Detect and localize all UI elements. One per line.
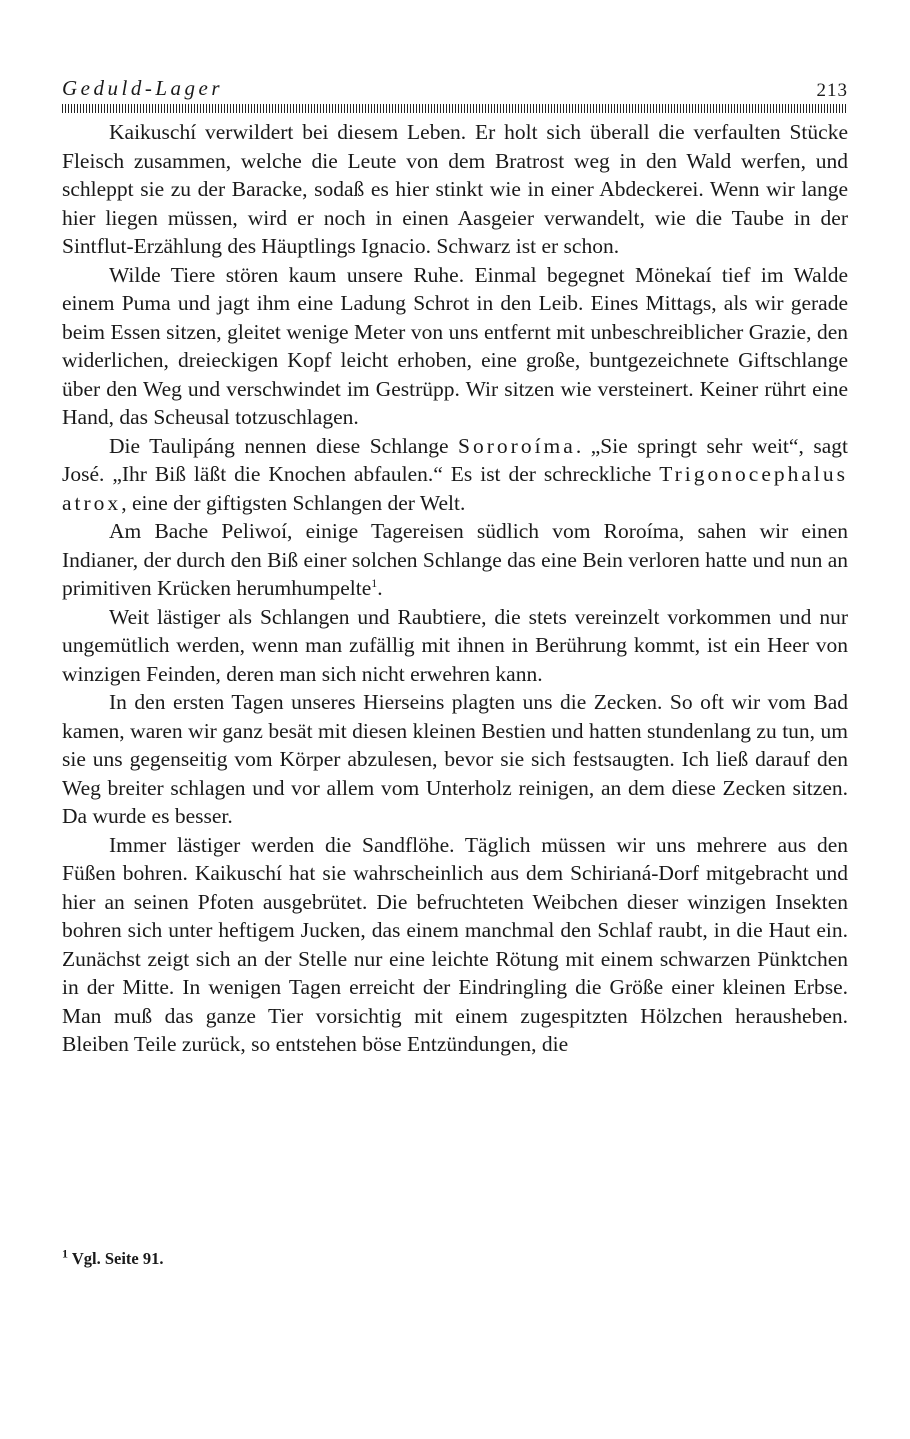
page-number: 213 [816,80,848,101]
paragraph: Kaikuschí verwildert bei diesem Leben. Er holt sich überall die verfaulten Stücke Fleisch zusammen, welche die Leute von dem Bratrost weg in den Wald werfen, und schleppt sie zu der Baracke, sodaß es hier stinkt wie in einer Abdeckerei. Wenn wir lange hier liegen müssen, wird er noch in einen Aasgeier verwandelt, wie die Taube in der Sintflut-Erzählung des Häuptlings Ignacio. Schwarz ist er schon. [62,120,848,258]
body-text [62,118,848,1059]
spaced-term: Trigonocephalus atrox [62,462,848,515]
text-run: Die Taulipáng nennen diese Schlange [109,433,459,458]
text-run: . „Sie springt sehr weit“, sagt José. „Ihr Biß läßt die Knochen abfaulen.“ Es ist der schreckliche [62,433,848,486]
paragraph [62,517,848,603]
paragraph: Weit lästiger als Schlangen und Raubtiere, die stets vereinzelt vorkommen und nur ungemütlich werden, wenn man zufällig mit ihnen in Berührung kommt, ist ein Heer von winzigen Feinden, deren man sich nicht erwehren kann. [62,604,848,686]
running-head: Geduld-Lager [62,76,223,100]
paragraph [62,432,848,518]
page-header [62,76,848,104]
paragraph: In den ersten Tagen unseres Hierseins plagten uns die Zecken. So oft wir vom Bad kamen, waren wir ganz besät mit diesen kleinen Bestien und hatten stundenlang zu tun, um sie uns gegenseitig vom Körper abzulesen, bevor sie sich festsaugten. Ich ließ darauf den Weg breiter schlagen und vor allem vom Unterholz reinigen, an dem diese Zecken sitzen. Da wurde es besser. [62,690,848,828]
footnote-reference: 1 [371,575,378,590]
header-rule [62,104,848,113]
paragraph: Wilde Tiere stören kaum unsere Ruhe. Einmal begegnet Mönekaí tief im Walde einem Puma und jagt ihm eine Ladung Schrot in den Leib. Eines Mittags, als wir gerade beim Essen sitzen, gleitet wenige Meter von uns entfernt mit unbeschreiblicher Grazie, den widerlichen, dreieckigen Kopf leicht erhoben, eine große, buntgezeichnete Giftschlange über den Weg und verschwindet im Gestrüpp. Wir sitzen wie versteinert. Keiner rührt eine Hand, das Scheusal totzuschlagen. [62,262,848,429]
footnote-text: Vgl. Seite 91. [71,1249,164,1268]
text-run: . [377,576,383,600]
paragraph: Immer lästiger werden die Sandflöhe. Täglich müssen wir uns mehrere aus den Füßen bohren. Kaikuschí hat sie wahrscheinlich aus dem Schirianá-Dorf mitgebracht und hier an seinen Pfoten ausgebrütet. Die befruchteten Weibchen dieser winzigen Insekten bohren sich unter heftigem Jucken, das einem manchmal den Schlaf raubt, in die Haut ein. Zunächst zeigt sich an der Stelle nur eine leichte Rötung mit einem schwarzen Pünktchen in der Mitte. In wenigen Tagen erreicht der Eindringling die Größe einer kleinen Erbse. Man muß das ganze Tier vorsichtig mit einem zugespitzten Hölzchen herausheben. Bleiben Teile zurück, so entstehen böse Entzündungen, die [62,832,848,1056]
footnote-marker: 1 [62,1246,68,1261]
text-run: , eine der giftigsten Schlangen der Welt. [121,490,466,515]
text-run: Am Bache Peliwoí, einige Tagereisen südlich vom Roroíma, sahen wir einen Indianer, der durch den Biß einer solchen Schlange das eine Bein verloren hatte und nun an primitiven Krücken herumhumpelte [62,519,849,600]
footnote [62,1246,164,1269]
spaced-term: Sororoíma [458,433,576,458]
